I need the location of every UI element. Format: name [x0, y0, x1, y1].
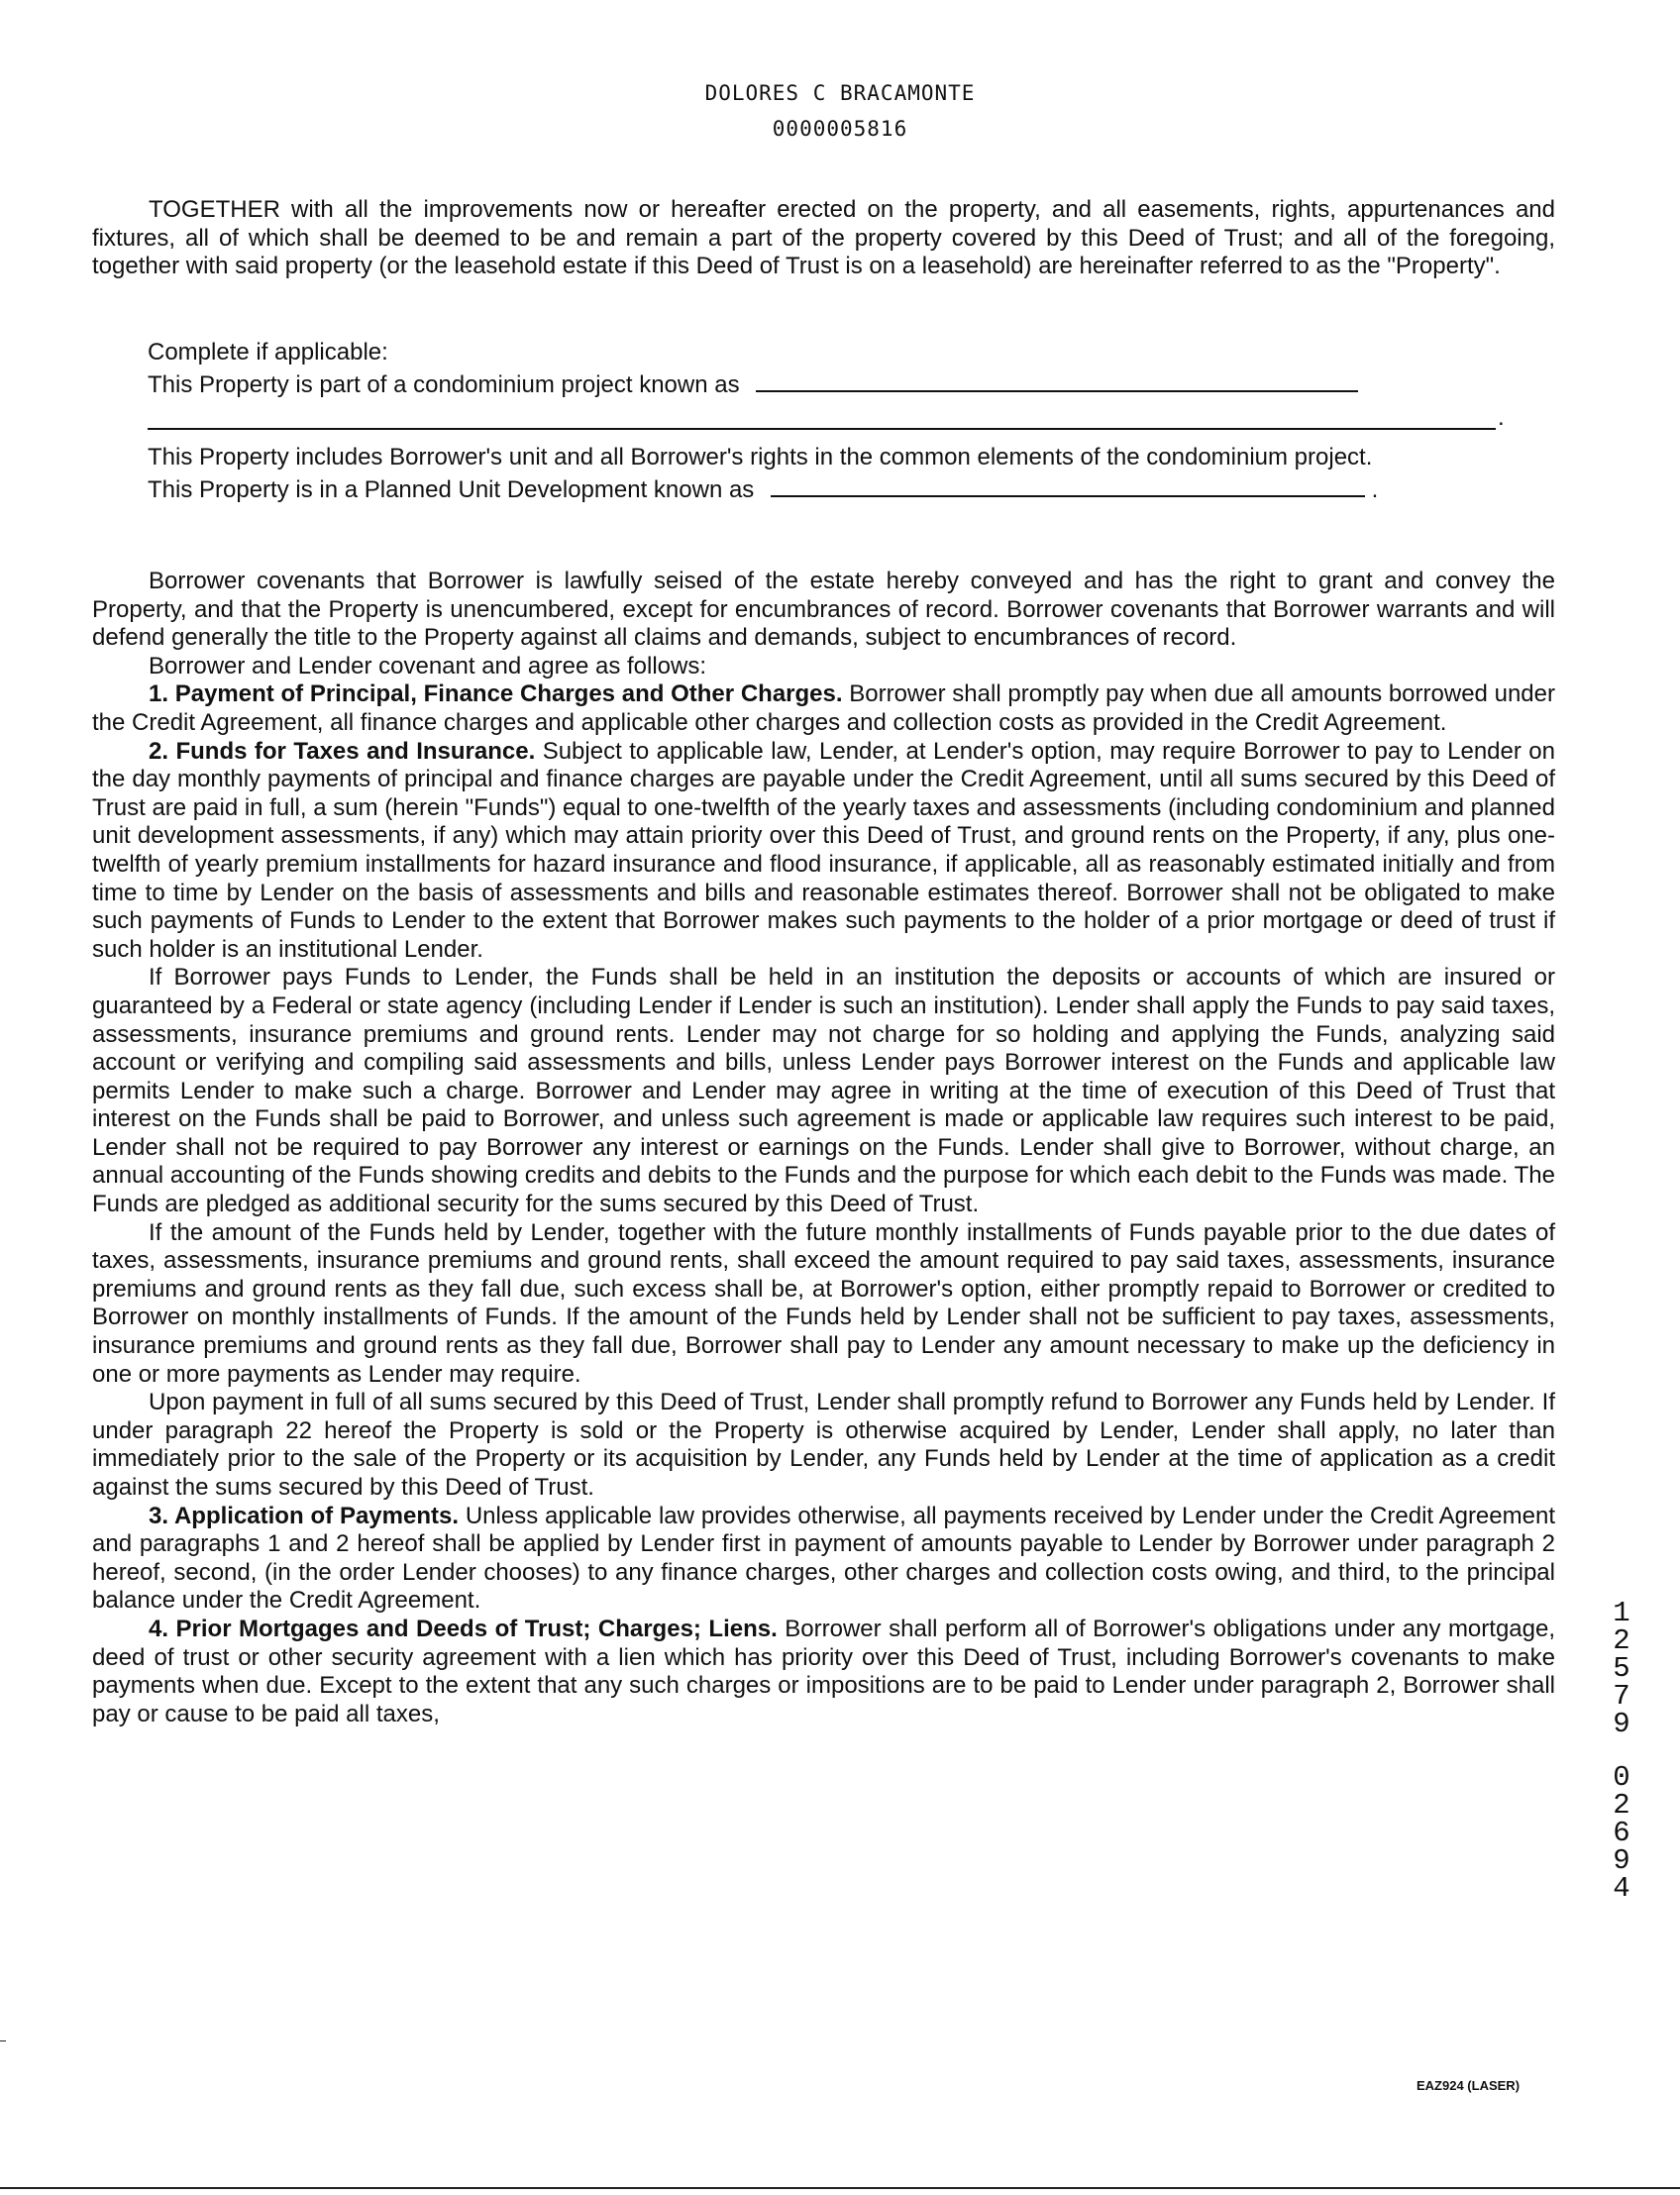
side-digit: 4 [1613, 1872, 1630, 1905]
section-2-paragraph-3: If the amount of the Funds held by Lender, together with the future monthly installments of Funds payable prior to the due dates of taxes, assessments, insurance premiums and ground rents, shall exceed the amount required to pay said taxes, assessments, insurance premiums and ground rents as they fall due, such excess shall be, at Borrower's option, either promptly repaid to Borrower or credited to Borrower on monthly installments of Funds. If the amount of the Funds held by Lender shall not be sufficient to pay taxes, assessments, insurance premiums and ground rents as they fall due, Borrower shall pay to Lender any amount necessary to make up the deficiency in one or more payments as Lender may require. [92, 1218, 1555, 1388]
scan-bottom-edge [0, 2187, 1680, 2189]
section-2 [92, 738, 1555, 965]
side-digit: 7 [1613, 1680, 1630, 1713]
covenants-section [92, 568, 1555, 1728]
pud-period: . [1371, 475, 1379, 503]
pud-line [148, 476, 1505, 509]
section-4-heading: 4. Prior Mortgages and Deeds of Trust; Charges; Liens. [149, 1615, 778, 1642]
section-1-text: Borrower shall promptly pay when due all amounts borrowed under the Credit Agreement, all finance charges and applicable other charges and collection costs as provided in the Credit Agreement. [92, 680, 1555, 736]
condo-project-line [148, 371, 1505, 404]
side-digit: 6 [1613, 1817, 1630, 1849]
section-3-heading: 3. Application of Payments. [149, 1502, 460, 1529]
condo-period: . [1498, 404, 1505, 431]
condo-project-label: This Property is part of a condominium project known as [148, 371, 740, 398]
section-2-text: Subject to applicable law, Lender, at Lender's option, may require Borrower to pay to Lender on the day monthly payments of principal and finance charges are payable under the Credit Agreement, until all sums secured by this Deed of Trust are paid in full, a sum (herein "Funds") equal to one-twelfth of the yearly taxes and assessments (including condominium and planned unit development assessments, if any) which may attain priority over this Deed of Trust, and ground rents on the Property, if any, plus one-twelfth of yearly premium installments for hazard insurance and flood insurance, if applicable, all as reasonably estimated initially and from time to time by Lender on the basis of assessments and bills and reasonable estimates thereof. Borrower shall not be obligated to make such payments of Funds to Lender to the extent that Borrower makes such payments to the holder of a prior mortgage or deed of trust if such holder is an institutional Lender. [92, 737, 1555, 963]
pud-blank [771, 495, 1365, 497]
side-digit: 1 [1613, 1597, 1630, 1629]
section-3 [92, 1503, 1555, 1616]
condominium-section [148, 339, 1505, 509]
unit-rights-text: This Property includes Borrower's unit and all Borrower's rights in the common elements of the condominium project. [148, 444, 1373, 470]
section-1-heading: 1. Payment of Principal, Finance Charges and Other Charges. [149, 680, 843, 708]
borrower-name: DOLORES C BRACAMONTE [704, 81, 976, 105]
complete-if-applicable: Complete if applicable: [148, 339, 388, 366]
together-section [92, 196, 1555, 281]
section-4-text: Borrower shall perform all of Borrower's obligations under any mortgage, deed of trust or other security agreement with a lien which has priority over this Deed of Trust, including Borrower's covenants to make payments when due. Except to the extent that any such charges or impositions are to be paid to Lender under paragraph 2, Borrower shall pay or cause to be paid all taxes, [92, 1615, 1555, 1727]
condo-project-blank-2 [148, 404, 1496, 430]
agree-paragraph: Borrower and Lender covenant and agree as follows: [149, 652, 707, 679]
section-2-paragraph-4: Upon payment in full of all sums secured by this Deed of Trust, Lender shall promptly refund to Borrower any Funds held by Lender. If under paragraph 22 hereof the Property is sold or the Property is otherwise acquired by Lender, Lender shall apply, no later than immediately prior to the sale of the Property or its acquisition by Lender, any Funds held by Lender at the time of application as a credit against the sums secured by this Deed of Trust. [92, 1389, 1555, 1501]
scan-mark [0, 2040, 6, 2041]
section-4 [92, 1616, 1555, 1728]
section-3-text: Unless applicable law provides otherwise, all payments received by Lender under the Credit Agreement and paragraphs 1 and 2 hereof shall be applied by Lender first in payment of amounts payable to Lender by Borrower under paragraph 2 hereof, second, (in the order Lender chooses) to any finance charges, other charges and collection costs owing, and third, to the principal balance under the Credit Agreement. [92, 1502, 1555, 1615]
pud-label: This Property is in a Planned Unit Development known as [148, 475, 755, 503]
side-digit: 2 [1613, 1624, 1630, 1657]
section-2-paragraph-2: If Borrower pays Funds to Lender, the Funds shall be held in an institution the deposits or accounts of which are insured or guaranteed by a Federal or state agency (including Lender if Lender is such an institution). Lender shall apply the Funds to pay said taxes, assessments, insurance premiums and ground rents. Lender may not charge for so holding and applying the Funds, analyzing said account or verifying and compiling said assessments and bills, unless Lender pays Borrower interest on the Funds and applicable law permits Lender to make such a charge. Borrower and Lender may agree in writing at the time of execution of this Deed of Trust that interest on the Funds shall be paid to Borrower, and unless such agreement is made or applicable law requires such interest to be paid, Lender shall not be required to pay Borrower any interest or earnings on the Funds. Lender shall give to Borrower, without charge, an annual accounting of the Funds showing credits and debits to the Funds and the purpose for which each debit to the Funds was made. The Funds are pledged as additional security for the sums secured by this Deed of Trust. [92, 964, 1555, 1218]
form-code: EAZ924 (LASER) [1417, 2078, 1521, 2093]
section-1 [92, 680, 1555, 737]
together-paragraph: TOGETHER with all the improvements now or hereafter erected on the property, and all easements, rights, appurtenances and fixtures, all of which shall be deemed to be and remain a part of the property covered by this Deed of Trust; and all of the foregoing, together with said property (or the leasehold estate if this Deed of Trust is on a leasehold) are hereinafter referred to as the "Property". [92, 196, 1555, 280]
vertical-recording-number [1607, 1597, 1636, 1905]
condo-project-blank [756, 390, 1358, 392]
side-digit: 2 [1613, 1789, 1630, 1822]
side-digit: 0 [1613, 1761, 1630, 1794]
side-digit: 9 [1613, 1844, 1630, 1877]
side-digit: 5 [1613, 1652, 1630, 1685]
covenant-paragraph: Borrower covenants that Borrower is lawfully seised of the estate hereby conveyed and has the right to grant and convey the Property, and that the Property is unencumbered, except for encumbrances of record. Borrower covenants that Borrower warrants and will defend generally the title to the Property against all claims and demands, subject to encumbrances of record. [92, 568, 1555, 652]
side-digit: 9 [1613, 1708, 1630, 1740]
account-number: 0000005816 [772, 117, 908, 141]
section-2-heading: 2. Funds for Taxes and Insurance. [149, 737, 536, 765]
condo-project-line-2 [148, 404, 1505, 444]
